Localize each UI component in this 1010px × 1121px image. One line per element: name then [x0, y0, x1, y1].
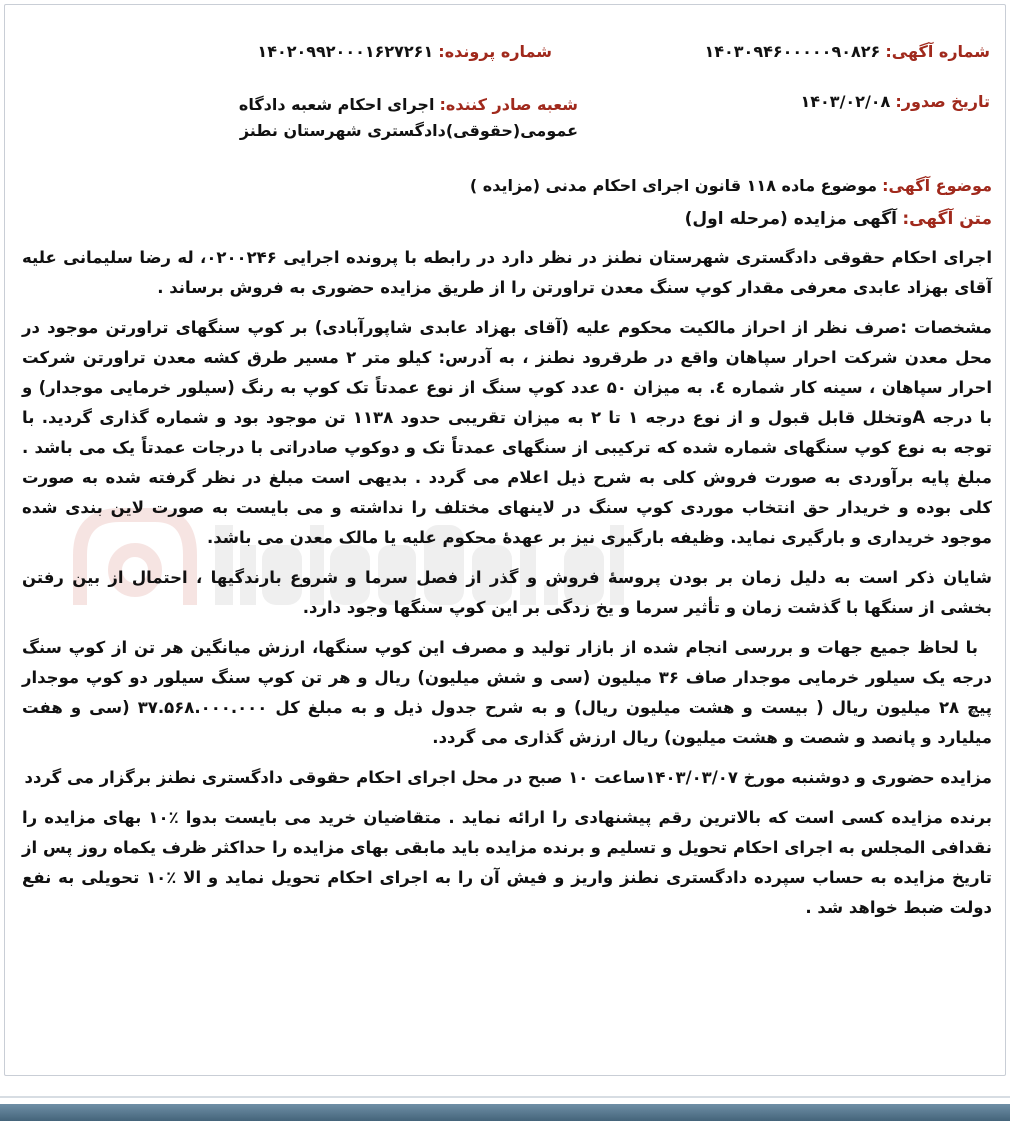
paragraph-terms: برنده مزایده کسی است که بالاترین رقم پیشنهادی را ارائه نماید . متقاضیان خرید می بایست بدوا ٪۱۰ بهای مزایده را نقدافی المجلس به اجرای احکام تحویل و تسلیم و برنده مزایده باید مابقی بهای مزایده را حداکثر ظرف یکماه روز پس از تاریخ مزایده به حساب سپرده دادگستری نطنز واریز و فیش آن را به اجرای احکام تحویل نماید و الا ٪۱۰ تحویلی به نفع دولت ضبط خواهد شد .: [22, 808, 992, 917]
body-title-value: آگهی مزایده (مرحله اول): [684, 209, 897, 229]
paragraph-auction-date: مزایده حضوری و دوشنبه مورخ ۱۴۰۳/۰۳/۰۷ساعت ۱۰ صبح در محل اجرای احکام حقوقی دادگستری نطنز برگزار می گردد: [24, 768, 992, 787]
case-number-label: شماره پرونده:: [438, 42, 552, 61]
window-bottom-bar: [0, 1104, 1010, 1121]
body-title-label: متن آگهی:: [902, 209, 992, 229]
issue-date-value: ۱۴۰۳/۰۲/۰۸: [800, 92, 891, 111]
ad-number-value: ۱۴۰۳۰۹۴۶۰۰۰۰۰۹۰۸۲۶: [704, 42, 881, 61]
case-number-value: ۱۴۰۲۰۹۹۲۰۰۰۱۶۲۷۲۶۱: [257, 42, 434, 61]
paragraph-weather-note: شایان ذکر است به دلیل زمان بر بودن پروسۀ فروش و گذر از فصل سرما و شروع بارندگیها ، احتمال از بین رفتن بخشی از سنگها با گذشت زمان و تأثیر سرما و یخ زدگی بر این کوپ سنگها وجود دارد.: [22, 568, 992, 617]
footer-divider: [0, 1096, 1010, 1098]
ad-number-label: شماره آگهی:: [885, 42, 990, 61]
issuer-value: اجرای احکام شعبه دادگاه عمومی(حقوقی)دادگستری شهرستان نطنز: [238, 95, 578, 140]
ad-number: [704, 42, 990, 61]
paragraph-intro: اجرای احکام حقوقی دادگستری شهرستان نطنز در نظر دارد در رابطه با پرونده اجرایی ۰۲۰۰۲۴۶، له رضا سلیمانی علیه آقای بهزاد عابدی معرفی مقدار کوپ سنگ معدن تراورتن را از طریق مزایده حضوری به فروش برساند .: [22, 248, 992, 297]
paragraph-valuation: با لحاظ جمیع جهات و بررسی انجام شده از بازار تولید و مصرف این کوپ سنگها، ارزش میانگین هر تن از کوپ سنگ درجه یک سیلور خرمایی موجدار صاف ۳۶ میلیون (سی و شش میلیون) ریال و هر تن کوپ سنگ سیلور دو کوپ موجدار پیچ ۲۸ میلیون ریال ( بیست و هشت میلیون ریال) و به شرح جدول ذیل و به مبلغ کل ۳۷.۵۶۸.۰۰۰.۰۰۰ (سی و هفت میلیارد و پانصد و شصت و هشت میلیون) ریال ارزش گذاری می گردد.: [22, 638, 993, 747]
subject-row: [22, 176, 992, 195]
paragraph-specifications: مشخصات :صرف نظر از احراز مالکیت محکوم علیه (آقای بهزاد عابدی شاپورآبادی) بر کوپ سنگهای تراورتن موجود در محل معدن شرکت احرار سپاهان واقع در طرقرود نطنز ، به آدرس: کیلو متر ۲ مسیر طرق کشه معدن تراورتن شرکت احرار سپاهان ، سینه کار شماره ٤. به میزان ۵۰ عدد کوپ سنگ از نوع عمدتاً تک کوپ به رنگ (سیلور خرمایی موجدار) و با درجه Aوتخلل قابل قبول و از نوع درجه ۱ تا ۲ به میزان تقریبی حدود ۱۱۳۸ تن موجود بود و شماره گذاری گردید. با توجه به نوع کوپ سنگهای شماره شده که ترکیبی از سنگهای عمدتاً تک و دوکوپ صادراتی با درجات عمدتاً یک می باشد . مبلغ پایه برآوردی به صورت فروش کلی به شرح ذیل اعلام می گردد . بدیهی است مبلغ در نظر گرفته شده به صورت کلی بوده و خریدار حق انتخاب موردی کوپ سنگ در لاینهای مختلف را نداشته و می بایست به صورت لاین بندی شده موجود خریداری و بارگیری نماید. وظیفه بارگیری نیز بر عهدۀ محکوم علیه یا مالک معدن می باشد.: [22, 318, 993, 547]
case-number: [257, 42, 552, 61]
issuer: [158, 92, 578, 144]
body-title-row: [22, 209, 992, 229]
issuer-label: شعبه صادر کننده:: [439, 95, 578, 114]
subject-value: موضوع ماده ۱۱۸ قانون اجرای احکام مدنی (مزایده ): [469, 176, 878, 195]
subject-label: موضوع آگهی:: [882, 176, 992, 195]
issue-date-label: تاریخ صدور:: [895, 92, 990, 111]
notice-content: [22, 176, 992, 933]
issue-date: [801, 92, 991, 111]
